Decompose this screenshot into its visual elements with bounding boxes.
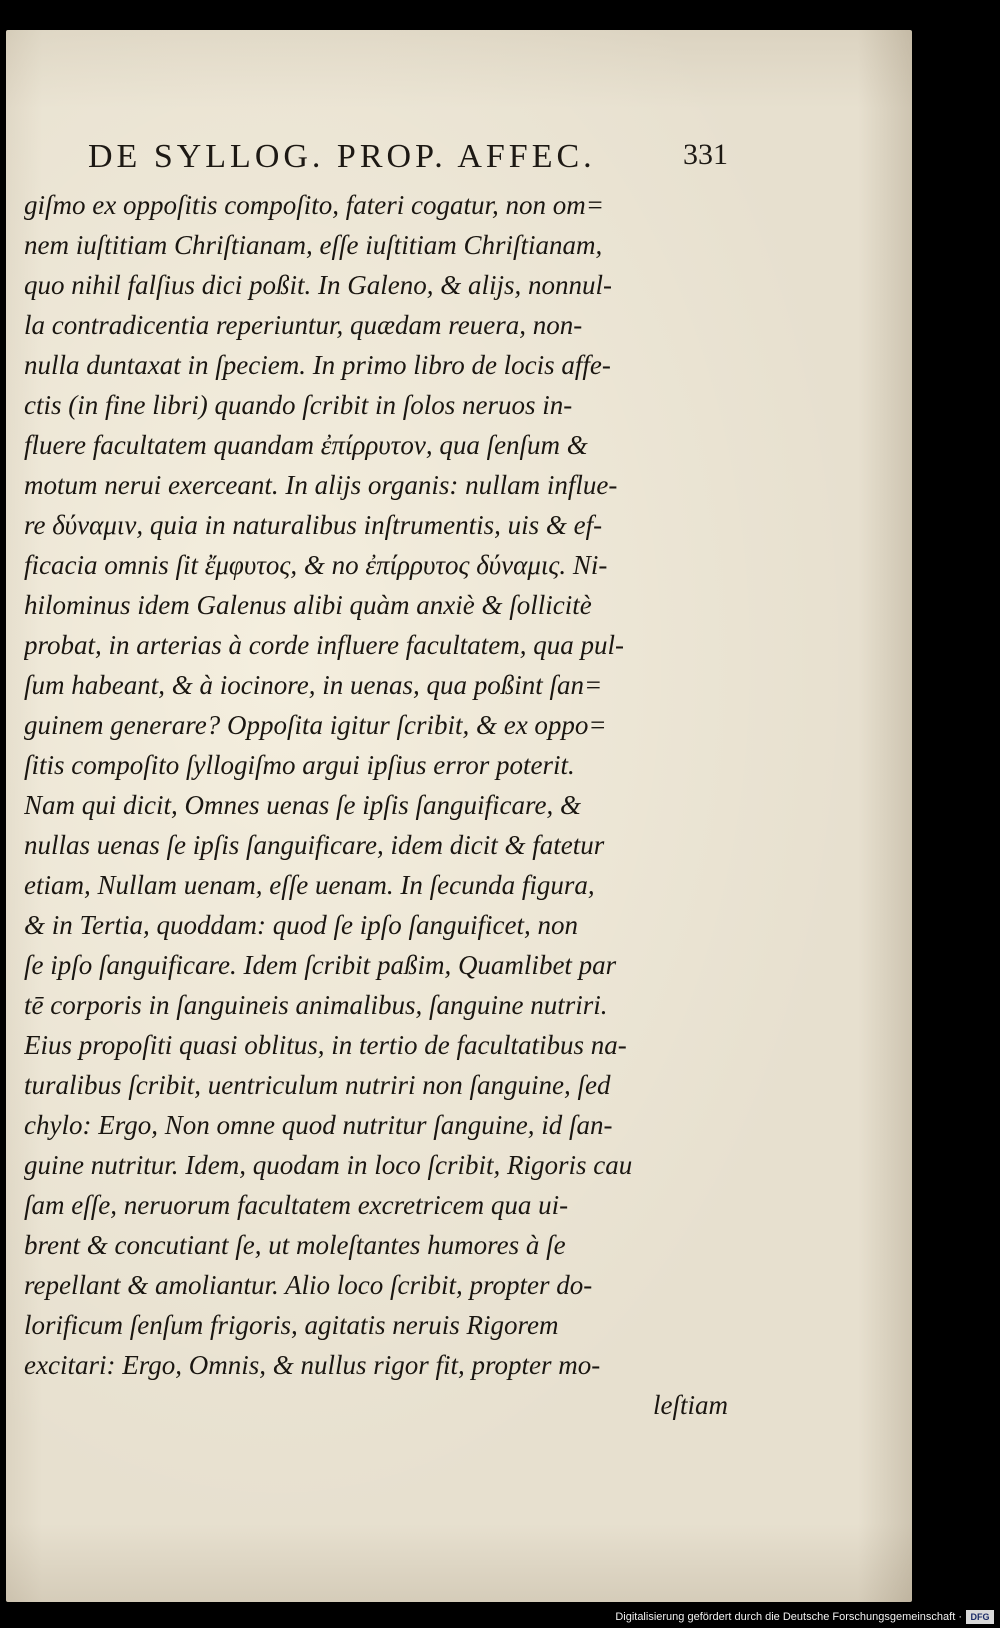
running-head: DE SYLLOG. PROP. AFFEC. (88, 138, 596, 175)
text-line: ficacia omnis ſit ἔμφυτος, & no ἐπίρρυτος δύναμις. Ni- (24, 550, 608, 580)
text-line: excitari: Ergo, Omnis, & nullus rigor fit, propter mo- (24, 1350, 601, 1380)
text-line: fluere facultatem quandam ἐπίρρυτον, qua ſenſum & (24, 430, 588, 460)
dfg-logo: DFG (966, 1610, 994, 1624)
text-line: ſe ipſo ſanguificare. Idem ſcribit paßim, Quamlibet par (24, 950, 617, 980)
page-number: 331 (683, 138, 728, 171)
text-line: guine nutritur. Idem, quodam in loco ſcribit, Rigoris cau (24, 1150, 633, 1180)
text-line: nulla duntaxat in ſpeciem. In primo libro de locis affe- (24, 350, 611, 380)
text-line: re δύναμιν, quia in naturalibus inſtrumentis, uis & ef- (24, 510, 603, 540)
text-line: chylo: Ergo, Non omne quod nutritur ſanguine, id ſan- (24, 1110, 613, 1140)
text-line: hilominus idem Galenus alibi quàm anxiè & ſollicitè (24, 590, 592, 620)
text-line: Eius propoſiti quasi oblitus, in tertio de facultatibus na- (24, 1030, 627, 1060)
text-line: motum nerui exerceant. In alijs organis: nullam influe- (24, 470, 618, 500)
text-line: Nam qui dicit, Omnes uenas ſe ipſis ſanguificare, & (24, 790, 581, 820)
text-line: quo nihil falſius dici poßit. In Galeno, & alijs, nonnul- (24, 270, 612, 300)
funding-credit: Digitalisierung gefördert durch die Deutsche Forschungsgemeinschaft · (615, 1611, 962, 1623)
catchword: leſtiam (653, 1390, 728, 1420)
text-line: etiam, Nullam uenam, eſſe uenam. In ſecunda figura, (24, 870, 595, 900)
text-line: & in Tertia, quoddam: quod ſe ipſo ſanguificet, non (24, 910, 578, 940)
book-page (6, 30, 912, 1602)
text-line: ctis (in fine libri) quando ſcribit in ſolos neruos in- (24, 390, 573, 420)
text-line: nem iuſtitiam Chriſtianam, eſſe iuſtitiam Chriſtianam, (24, 230, 603, 260)
text-line: guinem generare? Oppoſita igitur ſcribit, & ex oppo= (24, 710, 607, 740)
text-line: brent & concutiant ſe, ut moleſtantes humores à ſe (24, 1230, 566, 1260)
text-line: tē corporis in ſanguineis animalibus, ſanguine nutriri. (24, 990, 608, 1020)
text-line: ſam eſſe, neruorum facultatem excretricem qua ui- (24, 1190, 569, 1220)
text-line: probat, in arterias à corde influere facultatem, qua pul- (24, 630, 624, 660)
text-block (24, 185, 734, 1425)
text-line: nullas uenas ſe ipſis ſanguificare, idem dicit & fatetur (24, 830, 605, 860)
text-line: ſum habeant, & à iocinore, in uenas, qua poßint ſan= (24, 670, 603, 700)
text-line: giſmo ex oppoſitis compoſito, fateri cogatur, non om= (24, 190, 604, 220)
page-header (88, 138, 728, 188)
text-line: ſitis compoſito ſyllogiſmo argui ipſius error poterit. (24, 750, 575, 780)
text-line: lorificum ſenſum frigoris, agitatis neruis Rigorem (24, 1310, 559, 1340)
text-line: repellant & amoliantur. Alio loco ſcribit, propter do- (24, 1270, 593, 1300)
text-line: la contradicentia reperiuntur, quædam reuera, non- (24, 310, 583, 340)
text-line: turalibus ſcribit, uentriculum nutriri non ſanguine, ſed (24, 1070, 611, 1100)
